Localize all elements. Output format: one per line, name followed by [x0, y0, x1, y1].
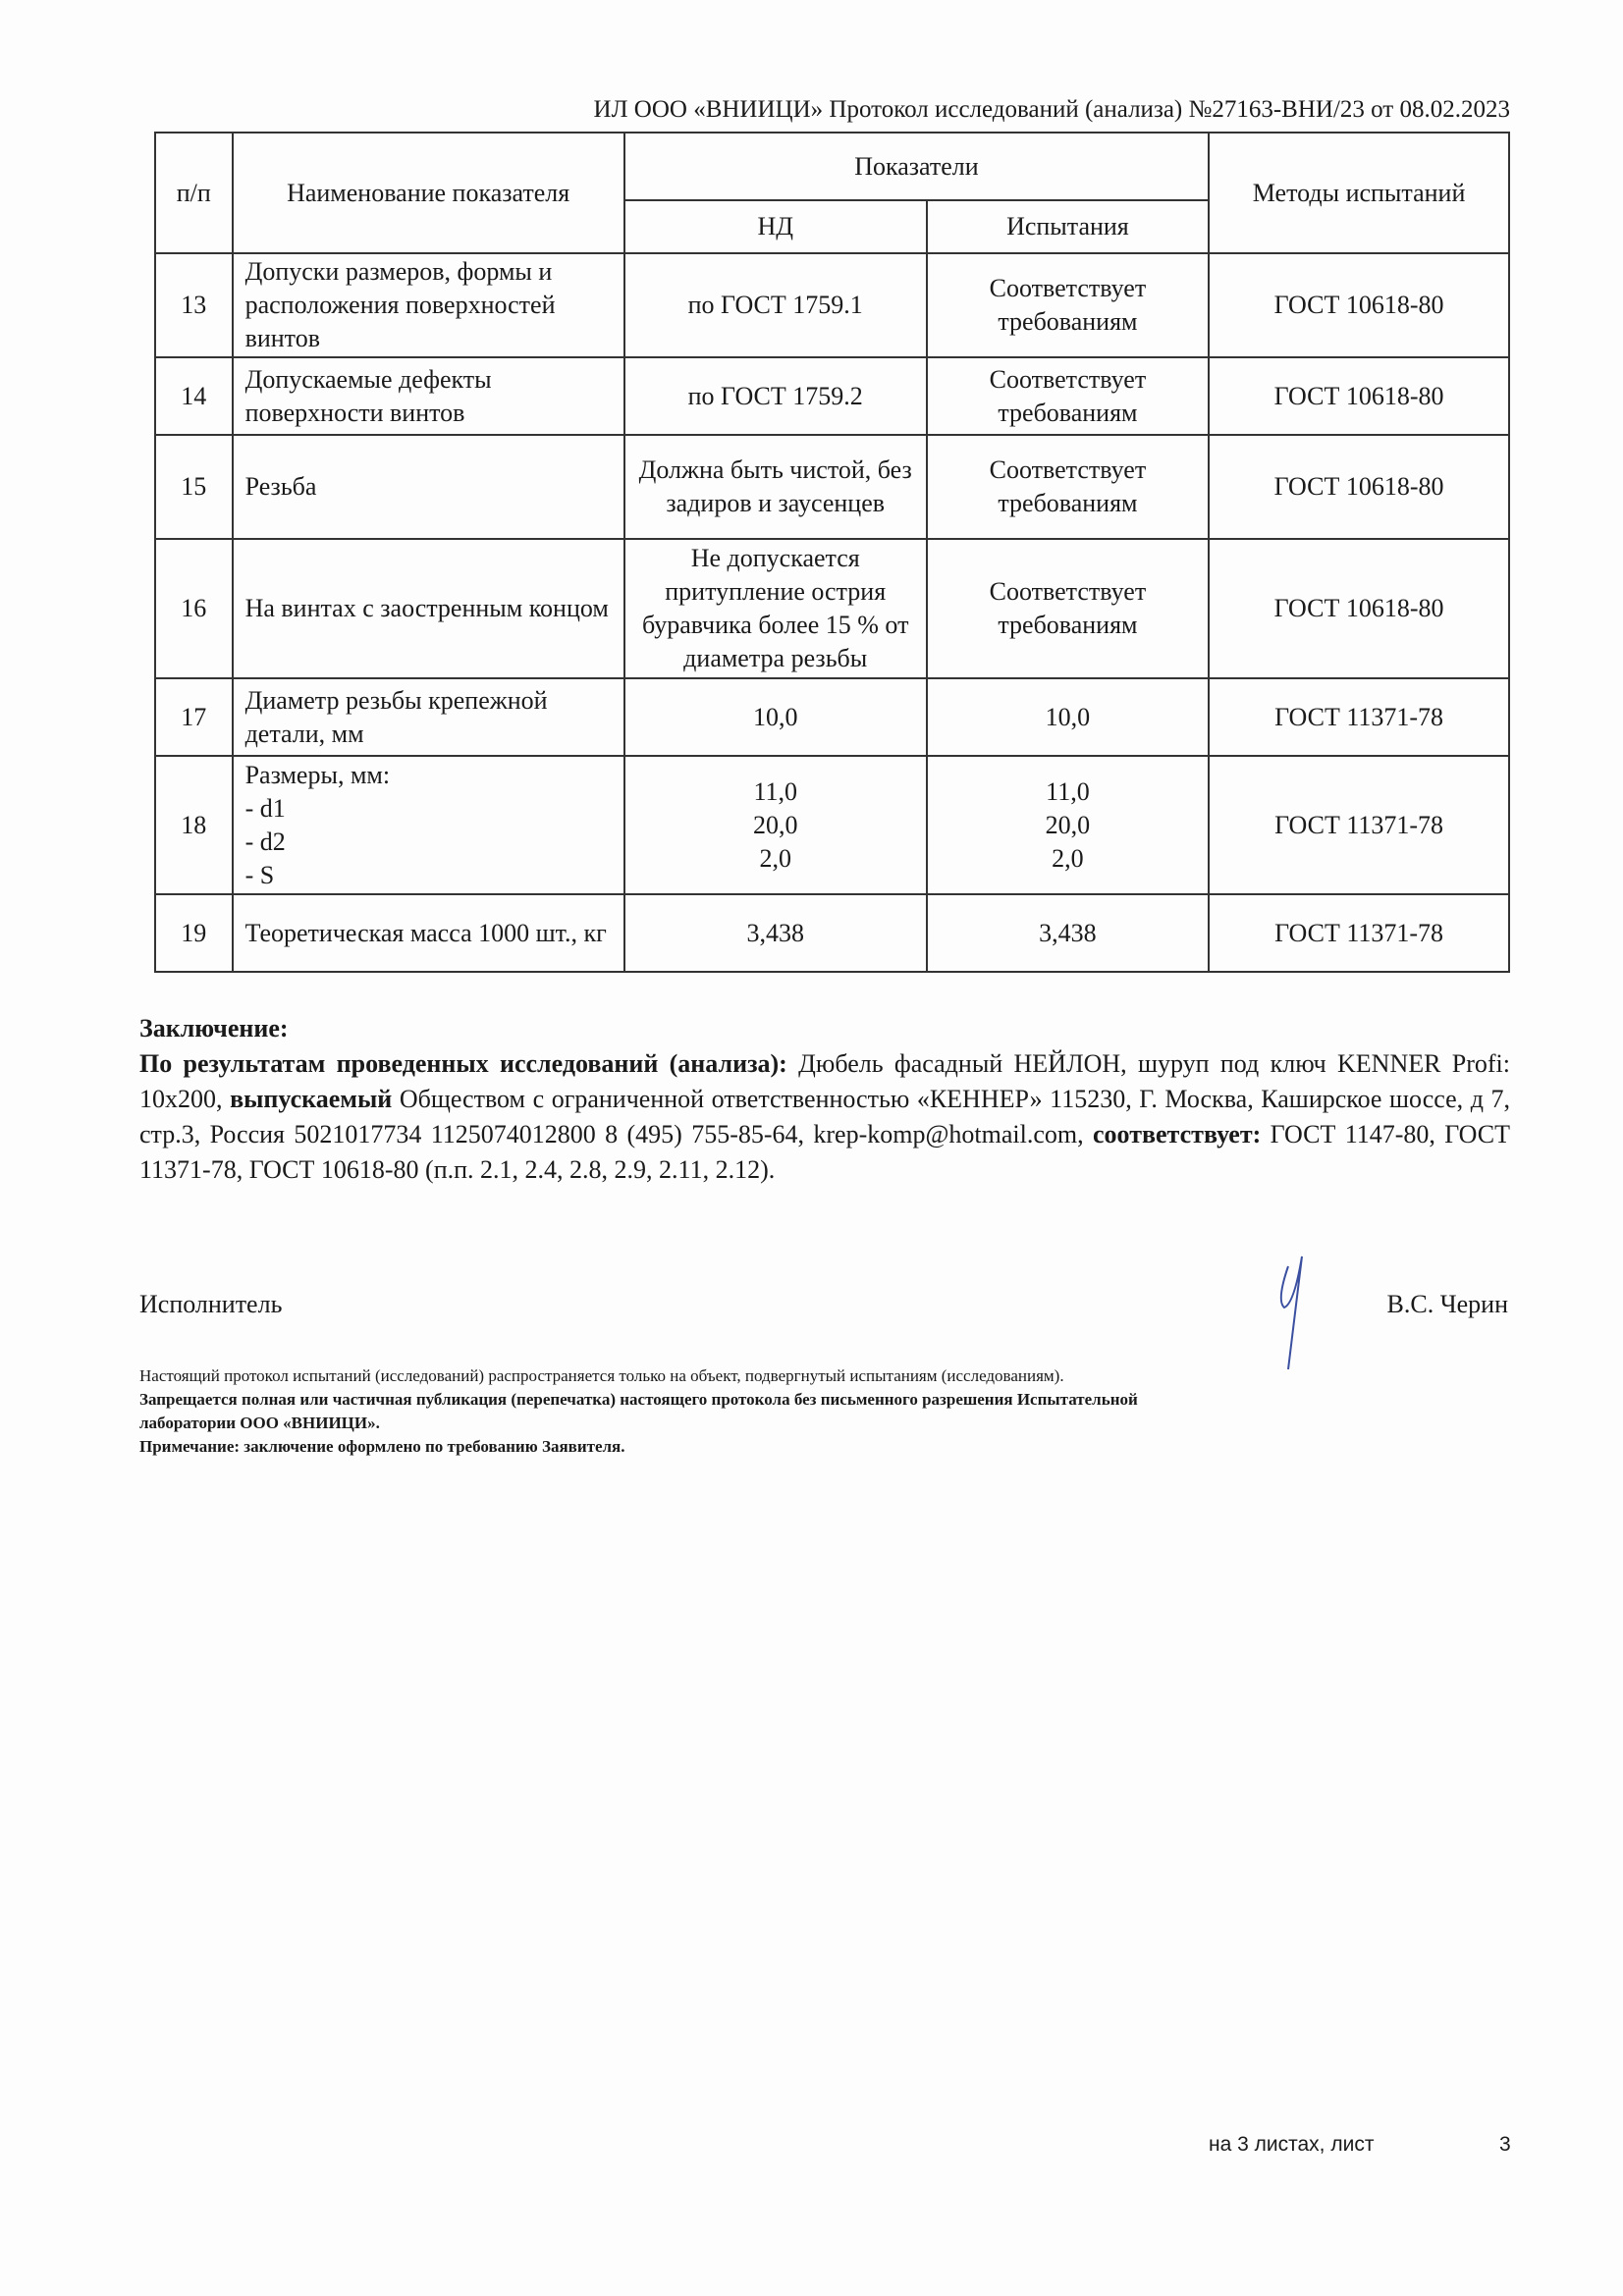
conclusion-text: ГОСТ 1147-80, ГОСТ 11371-78, ГОСТ 10618-80 (п.п. 2.1, 2.4, 2.8, 2.9, 2.11, 2.12).: [139, 1120, 1510, 1184]
row-name: Диаметр резьбы крепежной детали, мм: [233, 678, 624, 756]
row-nd: по ГОСТ 1759.1: [624, 253, 927, 357]
note-line: лаборатории ООО «ВНИИЦИ».: [139, 1414, 380, 1432]
table-row: [155, 253, 1509, 357]
row-method: ГОСТ 10618-80: [1209, 357, 1509, 435]
row-name: Размеры, мм: - d1 - d2 - S: [233, 756, 624, 894]
row-method: ГОСТ 11371-78: [1209, 756, 1509, 894]
row-test: Соответствует требованиям: [927, 357, 1209, 435]
table-row: [155, 539, 1509, 678]
table-row: [155, 756, 1509, 894]
conclusion-bold: выпускаемый: [230, 1085, 393, 1113]
page-number: 3: [1499, 2133, 1511, 2156]
note-line: Примечание: заключение оформлено по требованию Заявителя.: [139, 1437, 625, 1456]
row-number: 15: [155, 435, 233, 539]
row-nd: 10,0: [624, 678, 927, 756]
signature: [1267, 1247, 1325, 1374]
row-number: 16: [155, 539, 233, 678]
row-method: ГОСТ 11371-78: [1209, 678, 1509, 756]
col-test-header: Испытания: [927, 200, 1209, 253]
executor-label: Исполнитель: [139, 1290, 283, 1318]
row-method: ГОСТ 10618-80: [1209, 253, 1509, 357]
conclusion-text: Обществом с ограниченной ответственностью «КЕННЕР» 115230, Г. Москва, Каширское шоссе, д 7, стр.3, Россия 5021017734 1125074012800 8 (495) 755-85-64, krep-komp@hotmail.com,: [139, 1085, 1511, 1148]
note-line: Запрещается полная или частичная публикация (перепечатка) настоящего протокола без письменного разрешения Испытательной: [139, 1390, 1138, 1409]
col-nd-header: НД: [624, 200, 927, 253]
table-body: [155, 253, 1509, 972]
table-row: [155, 678, 1509, 756]
conclusion-title: Заключение:: [139, 1014, 289, 1042]
row-nd: Должна быть чистой, без задиров и заусенцев: [624, 435, 927, 539]
note-line: Настоящий протокол испытаний (исследований) распространяется только на объект, подвергнутый испытаниям (исследованиям).: [139, 1366, 1064, 1385]
document-header: ИЛ ООО «ВНИИЦИ» Протокол исследований (анализа) №27163-ВНИ/23 от 08.02.2023: [593, 96, 1510, 123]
row-test: Соответствует требованиям: [927, 435, 1209, 539]
row-method: ГОСТ 10618-80: [1209, 539, 1509, 678]
conclusion-text: Дюбель фасадный НЕЙЛОН, шуруп под ключ KENNER Profi: 10х200,: [139, 1049, 1511, 1113]
col-num-header: п/п: [155, 133, 233, 253]
row-test: Соответствует требованиям: [927, 539, 1209, 678]
row-method: ГОСТ 10618-80: [1209, 435, 1509, 539]
col-indicators-header: Показатели: [624, 133, 1209, 200]
page-footer: на 3 листах, лист: [1209, 2133, 1375, 2156]
row-nd: Не допускается притупление острия буравчика более 15 % от диаметра резьбы: [624, 539, 927, 678]
row-number: 14: [155, 357, 233, 435]
col-methods-header: Методы испытаний: [1209, 133, 1509, 253]
row-number: 19: [155, 894, 233, 972]
conclusion-bold: соответствует:: [1093, 1120, 1262, 1148]
row-nd: по ГОСТ 1759.2: [624, 357, 927, 435]
row-test: 11,0 20,0 2,0: [927, 756, 1209, 894]
row-method: ГОСТ 11371-78: [1209, 894, 1509, 972]
row-nd: 3,438: [624, 894, 927, 972]
conclusion-lead: По результатам проведенных исследований (анализа):: [139, 1049, 787, 1078]
row-test: Соответствует требованиям: [927, 253, 1209, 357]
col-name-header: Наименование показателя: [233, 133, 624, 253]
row-number: 13: [155, 253, 233, 357]
row-number: 17: [155, 678, 233, 756]
executor-name: В.С. Черин: [1386, 1290, 1508, 1318]
row-test: 10,0: [927, 678, 1209, 756]
row-number: 18: [155, 756, 233, 894]
conclusion: [139, 1011, 1510, 1188]
row-name: Теоретическая масса 1000 шт., кг: [233, 894, 624, 972]
row-name: Допуски размеров, формы и расположения поверхностей винтов: [233, 253, 624, 357]
row-name: На винтах с заостренным концом: [233, 539, 624, 678]
results-table: [154, 132, 1510, 973]
notes: [139, 1364, 1514, 1459]
row-name: Допускаемые дефекты поверхности винтов: [233, 357, 624, 435]
table-row: [155, 894, 1509, 972]
row-test: 3,438: [927, 894, 1209, 972]
row-name: Резьба: [233, 435, 624, 539]
table-row: [155, 435, 1509, 539]
row-nd: 11,0 20,0 2,0: [624, 756, 927, 894]
table-row: [155, 357, 1509, 435]
